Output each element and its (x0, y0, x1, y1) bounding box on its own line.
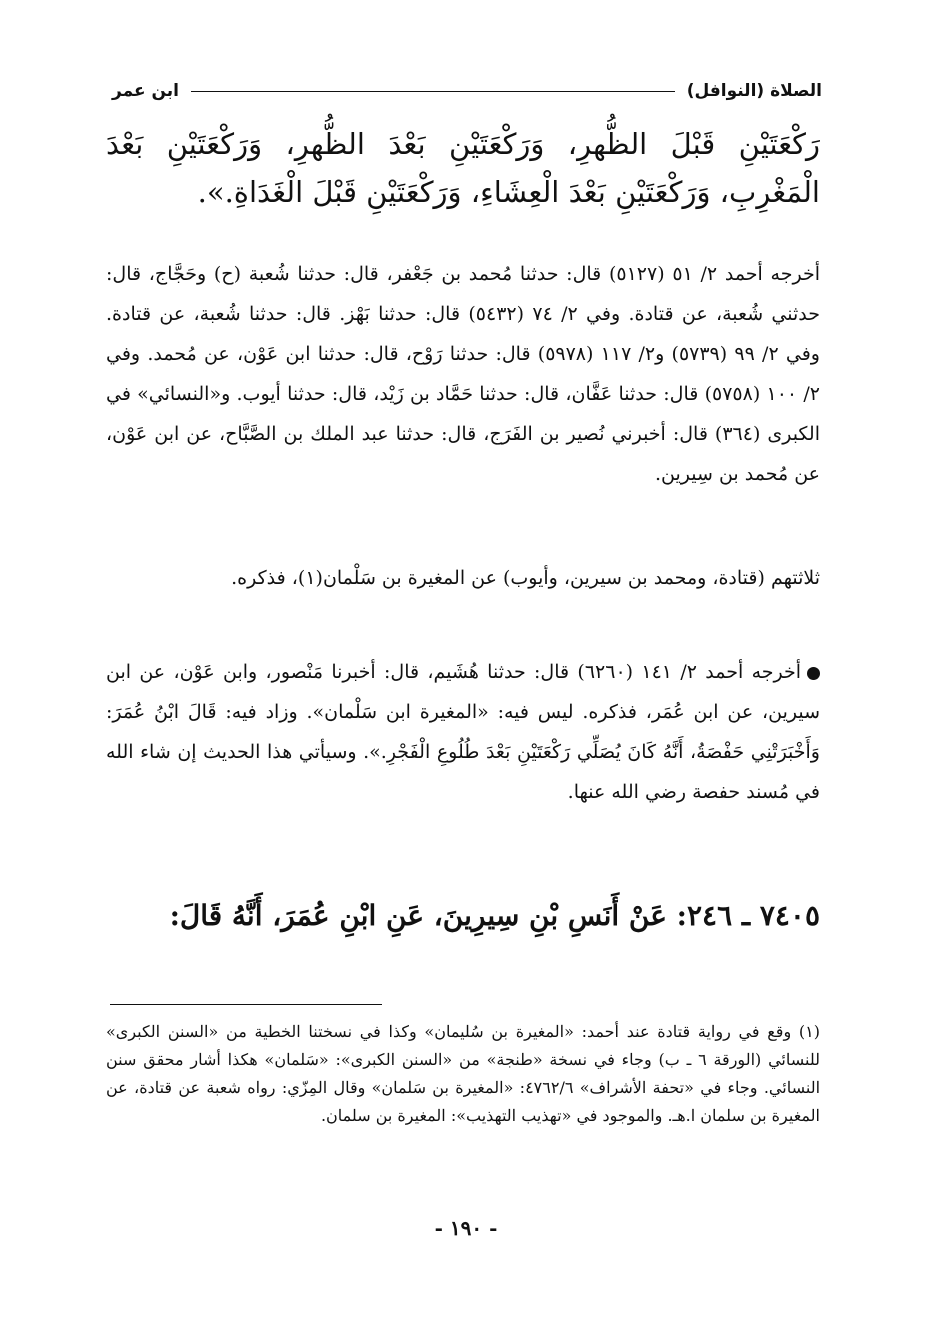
narrators-summary: ثلاثتهم (قتادة، ومحمد بن سيرين، وأيوب) عن المغيرة بن سَلْمان(١)، فذكره. (231, 567, 820, 589)
hadith-heading: ٧٤٠٥ ـ ٢٤٦: عَنْ أَنَسِ بْنِ سِيرِينَ، عَنِ ابْنِ عُمَرَ، أَنَّهُ قَالَ: (169, 899, 820, 932)
running-header (112, 78, 822, 104)
takhrij-paragraph-2 (106, 652, 820, 812)
page-number: - ١٩٠ - (434, 1216, 498, 1240)
bullet-dot-icon (807, 667, 820, 680)
hadith-text: رَكْعَتَيْنِ قَبْلَ الظُّهرِ، وَرَكْعَتَيْنِ بَعْدَ الظُّهرِ، وَرَكْعَتَيْنِ بَعْدَ الْمَغْرِبِ، وَرَكْعَتَيْنِ بَعْدَ الْعِشَاءِ، وَرَكْعَتَيْنِ قَبْلَ الْغَدَاةِ.». (106, 127, 820, 209)
takhrij-paragraph-1: أخرجه أحمد ٢/ ٥١ (٥١٢٧) قال: حدثنا مُحمد بن جَعْفر، قال: حدثنا شُعبة (ح) وحَجَّاج، قال: حدثني شُعبة، عن قتادة. وفي ٢/ ٧٤ (٥٤٣٢) قال: حدثنا بَهْز. قال: حدثنا شُعبة، عن قتادة. وفي ٢/ ٩٩ (٥٧٣٩) و٢/ ١١٧ (٥٩٧٨) قال: حدثنا رَوْح، قال: حدثنا ابن عَوْن، عن مُحمد. وفي ٢/ ١٠٠ (٥٧٥٨) قال: حدثنا عَفَّان، قال: حدثنا حَمَّاد بن زَيْد، قال: حدثنا أيوب. و«النسائي» في الكبرى (٣٦٤) قال: أخبرني نُصير بن الفَرَج، قال: حدثنا عبد الملك بن الصَّبَّاح، عن ابن عَوْن، عن مُحمد بن سِيرين. (106, 263, 821, 485)
takhrij-2-text: أخرجه أحمد ٢/ ١٤١ (٦٢٦٠) قال: حدثنا هُشَيم، قال: أخبرنا مَنْصور، وابن عَوْن، عن ابن سيرين، عن ابن عُمَر، فذكره. ليس فيه: «المغيرة ابن سَلْمان». وزاد فيه: قَالَ ابْنُ عُمَرَ: وَأَخْبَرَتْنِي حَفْصَةُ، أَنَّهُ كَانَ يُصَلِّي رَكْعَتَيْنِ بَعْدَ طُلُوعِ الْفَجْرِ.». وسيأتي هذا الحديث إن شاء الله في مُسند حفصة رضي الله عنها. (106, 661, 820, 803)
chapter-title: الصلاة (النوافل) (686, 81, 822, 101)
footnote-separator (110, 1004, 382, 1005)
musnad-title: ابن عمر (112, 81, 180, 101)
header-rule (191, 91, 675, 92)
footnote: (١) وقع في رواية قتادة عند أحمد: «المغيرة بن سُليمان» وكذا في نسختنا الخطية من «السنن الكبرى» للنسائي (الورقة ٦ ـ ب) وجاء في نسخة «طنجة» من «السنن الكبرى»: «سَلمان» هكذا أشار محقق سنن النسائي. وجاء في «تحفة الأشراف» ٤٧٦٢/٦: «المغيرة بن سَلمان» وقال المِزّي: رواه شعبة عن قتادة، عن المغيرة بن سلمان ا.هـ. والموجود في «تهذيب التهذيب»: المغيرة بن سلمان. (106, 1022, 821, 1125)
